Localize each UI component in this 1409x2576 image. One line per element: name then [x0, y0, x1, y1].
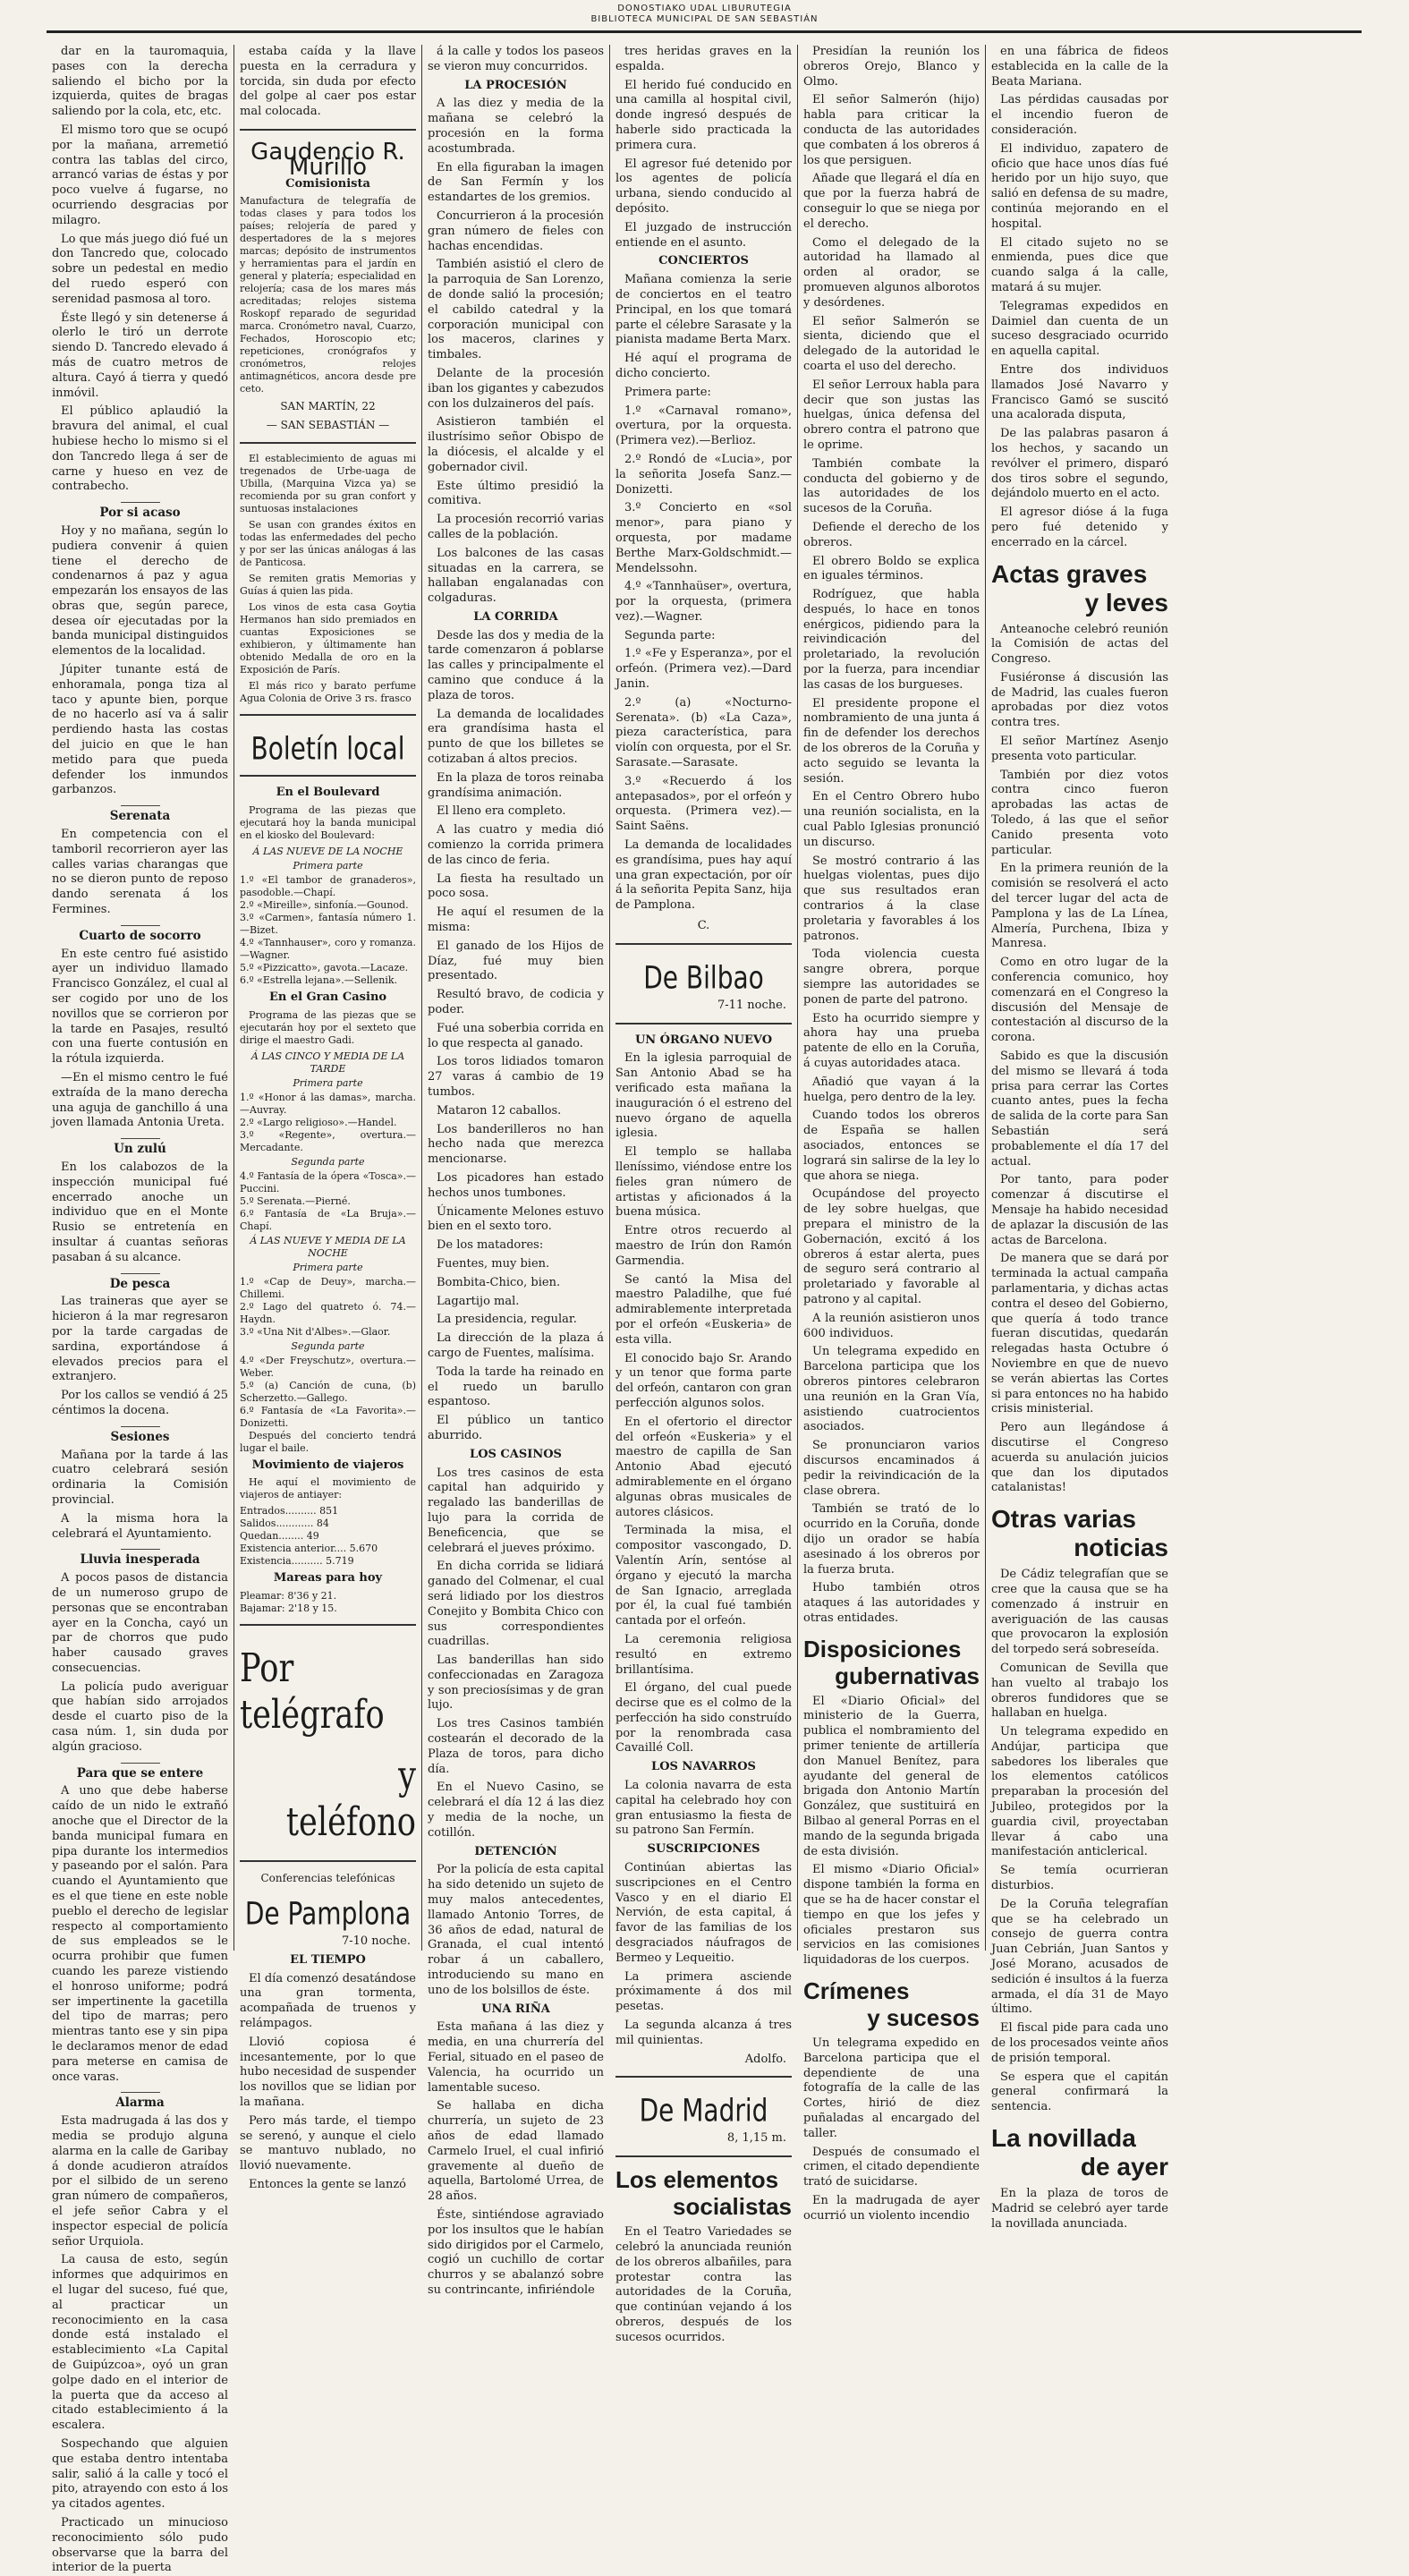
- paragraph: En este centro fué asistido ayer un individuo llamado Francisco González, el cual al ser cogido por uno de los novillos que se corrieron por la tarde en Pasajes, resultó con una fuerte contusión en la rótula izquierda.: [52, 947, 228, 1067]
- program-item: 6.º Fantasía de «La Bruja».—Chapí.: [240, 1207, 416, 1232]
- paragraph: Se hallaba en dicha churrería, un sujeto de 23 años de edad llamado Carmelo Iruel, el cual infirió gravemente al dueño de aquella, Bartolomé Urrea, de 28 años.: [428, 2099, 604, 2204]
- paragraph: El público un tantico aburrido.: [428, 1414, 604, 1442]
- paragraph: El público aplaudió la bravura del animal, el cual hubiese hecho lo mismo si el don Tancredo llega á ser de carne y hueso en vez de contrabecho.: [52, 404, 228, 494]
- subsection-heading: UNA RIÑA: [481, 2002, 550, 2016]
- city-heading: De Bilbao: [643, 958, 764, 996]
- headline: Actas graves y leves: [991, 559, 1168, 616]
- section-heading: Serenata: [52, 805, 228, 824]
- program-time: Á LAS NUEVE Y MEDIA DE LA NOCHE: [250, 1234, 406, 1259]
- paragraph: Ocupándose del proyecto de ley sobre huelgas, que prepara el ministro de la Gobernación, excitó á los obreros á estar alerta, pues de seguro será contrario al proletariado y favorable al patrono y al capital.: [803, 1187, 980, 1306]
- paragraph: El señor Salmerón (hijo) habla para criticar la conducta de las autoridades que combaten á los obreros á los que persiguen.: [803, 93, 980, 167]
- program-item: 2.º Lago del quatreto ó. 74.—Haydn.: [240, 1300, 416, 1325]
- paragraph: El día comenzó desatándose una gran tormenta, acompañada de truenos y relámpagos.: [240, 1971, 416, 2030]
- paragraph: De los matadores:: [437, 1238, 544, 1253]
- paragraph: 4.º «Tannhaüser», overtura, por la orquesta, (primera vez).—Wagner.: [615, 580, 792, 624]
- headline: Disposiciones gubernativas: [803, 1635, 980, 1689]
- paragraph: En dicha corrida se lidiará ganado del Colmenar, el cual será lidiado por los diestros Conejito y Bombita Chico con sus correspondientes cuadrillas.: [428, 1560, 604, 1649]
- program-item: 6.º «Estrella lejana».—Sellenik.: [240, 973, 398, 986]
- header-library-spanish: BIBLIOTECA MUNICIPAL DE SAN SEBASTIÁN: [590, 14, 819, 24]
- paragraph: La segunda alcanza á tres mil quinientas.: [615, 2019, 792, 2047]
- paragraph: Las traineras que ayer se hicieron á la mar regresaron por la tarde cargadas de sardina, exportándose á elevados precios para el extranjero.: [52, 1295, 228, 1384]
- paragraph: El agresor fué detenido por los agentes de policía urbana, siendo conducido al depósito.: [615, 157, 792, 216]
- paragraph: Entre dos individuos llamados José Navarro y Francisco Gamó se suscitó una acalorada disputa,: [991, 362, 1168, 422]
- newspaper-columns: [47, 45, 1362, 2575]
- paragraph: El señor Lerroux habla para decir que son justas las huelgas, única defensa del obrero contra el patrono que le oprime.: [803, 378, 980, 452]
- paragraph: Programa de las piezas que ejecutará hoy la banda municipal en el kiosko del Boulevard:: [240, 803, 416, 841]
- program-item: 4.º «Tannhauser», coro y romanza.—Wagner.: [240, 936, 416, 961]
- subsection-heading: UN ÓRGANO NUEVO: [634, 1033, 773, 1047]
- paragraph: Mataron 12 caballos.: [437, 1103, 562, 1118]
- paragraph: A la misma hora la celebrará el Ayuntamiento.: [52, 1511, 228, 1541]
- paragraph: El herido fué conducido en una camilla al hospital civil, donde ingresó después de haberle sido practicada la primera cura.: [615, 78, 792, 152]
- paragraph: Las banderillas han sido confeccionadas en Zaragoza y son preciosísimas y de gran lujo.: [428, 1654, 604, 1713]
- paragraph: Entonces la gente se lanzó: [249, 2177, 406, 2191]
- section-heading: De pesca: [52, 1273, 228, 1292]
- paragraph: El órgano, del cual puede decirse que es el colmo de la perfección ha sido construído por la renombrada casa Cavaillé Coll.: [615, 1681, 792, 1756]
- paragraph: El ganado de los Hijos de Díaz, fué muy bien presentado.: [428, 939, 604, 983]
- paragraph: Desde las dos y media de la tarde comenzaron á poblarse las calles y principalmente el camino que conduce á la plaza de toros.: [428, 628, 604, 702]
- paragraph: También por diez votos contra cinco fueron aprobadas las actas de Toledo, á las que el señor Canido presenta voto particular.: [991, 768, 1168, 857]
- paragraph: dar en la tauromaquia, pases con la derecha saliendo el bicho por la izquierda, quites de bragas saliendo por la cola, etc, etc.: [52, 45, 228, 119]
- signature: C.: [697, 919, 710, 933]
- subsection-heading: DETENCIÓN: [474, 1844, 557, 1858]
- travel-row: Existencia anterior.... 5.670: [240, 1543, 378, 1555]
- header-library-basque: DONOSTIAKO UDAL LIBURUTEGIA: [617, 4, 792, 13]
- tide-row: Pleamar: 8'36 y 21.: [240, 1590, 337, 1603]
- paragraph: Se mostró contrario á las huelgas violentas, pues dijo que sus resultados eran contrarios á la clase proletaria y favorables á los patronos.: [803, 854, 980, 943]
- paragraph: La ceremonia religiosa resultó en extremo brillantísima.: [615, 1632, 792, 1677]
- paragraph: El templo se hallaba lleníssimo, viéndose entre los fieles gran número de artistas y aficionados á la buena música.: [615, 1145, 792, 1220]
- paragraph: 3.º «Recuerdo á los antepasados», por el orfeón y orquesta. (Primera vez).—Saint Saëns.: [615, 774, 792, 834]
- paragraph: Lo que más juego dió fué un don Tancredo que, colocado sobre un pedestal en medio del ruedo esperó con serenidad pasmosa al toro.: [52, 232, 228, 306]
- paragraph: También se trató de lo ocurrido en la Coruña, donde dijo un orador se había asesinado á los obreros por la fuerza bruta.: [803, 1502, 980, 1577]
- paragraph: También asistió el clero de la parroquia de San Lorenzo, de donde salió la procesión; el cabildo catedral y la corporación municipal con los maceros, clarines y timbales.: [428, 258, 604, 362]
- subsection-heading: LA PROCESIÓN: [464, 78, 567, 92]
- telegraph-title-1: Por telégrafo: [240, 1645, 385, 1739]
- paragraph: Hubo también otros ataques á las autoridades y otras entidades.: [803, 1581, 980, 1625]
- paragraph: Fué una soberbia corrida en lo que respecta al ganado.: [428, 1021, 604, 1050]
- column-3: [422, 45, 610, 2297]
- paragraph: En los calabozos de la inspección municipal fué encerrado anoche un individuo que en el Monte Rusio se entretenía en insultar á cuantas señoras pasaban á su alcance.: [52, 1160, 228, 1264]
- program-item: 4.º «Der Freyschutz», overtura.—Weber.: [240, 1354, 416, 1379]
- paragraph: Un telegrama expedido en Barcelona participa que los obreros pintores celebraron una reunión en la Gran Vía, asistiendo cuatrocientos asociados.: [803, 1345, 980, 1434]
- paragraph: Concurrieron á la procesión gran número de fieles con hachas encendidas.: [428, 208, 604, 253]
- tide-row: Bajamar: 2'18 y 15.: [240, 1603, 337, 1615]
- paragraph: Como en otro lugar de la conferencia comunico, hoy comenzará en el Congreso la discusión del Mensaje de contestación al discurso de la corona.: [991, 956, 1168, 1045]
- paragraph: Presidían la reunión los obreros Orejo, Blanco y Olmo.: [803, 45, 980, 89]
- paragraph: Éste, sintiéndose agraviado por los insultos que le habían sido dirigidos por el Carmelo, cogió un cuchillo de cortar churros y se abalanzó sobre su contrincante, infiriéndole: [428, 2207, 604, 2297]
- paragraph: El presidente propone el nombramiento de una junta á fin de defender los derechos de los obreros de la Coruña y acto seguido se levanta la sesión.: [803, 696, 980, 786]
- paragraph: Sospechando que alguien que estaba dentro intentaba salir, salió á la calle y tocó el pito, atrayendo con esto á los ya citados agentes.: [52, 2436, 228, 2512]
- paragraph: Se espera que el capitán general confirmará la sentencia.: [991, 2070, 1168, 2114]
- paragraph: La presidencia, regular.: [437, 1313, 577, 1327]
- paragraph: Como el delegado de la autoridad ha llamado al orden al orador, se promueven algunos alborotos y desórdenes.: [803, 235, 980, 310]
- paragraph: Júpiter tunante está de enhoramala, ponga tiza al taco y apunte bien, porque de no hacerlo así va á salir perdiendo hasta las costas del juicio en que le han metido para que pueda defender los inmundos garbanzos.: [52, 663, 228, 797]
- paragraph: El individuo, zapatero de oficio que hace unos días fué herido por un hijo suyo, que salió en defensa de su madre, continúa mejorando en el hospital.: [991, 141, 1168, 231]
- headline: Crímenes y sucesos: [803, 1977, 980, 2032]
- program-item: 2.º «Mireille», sinfonía.—Gounod.: [240, 898, 409, 911]
- paragraph: Llovió copiosa é incesantemente, por lo que hubo necesidad de suspender los novillos que se lidian por la mañana.: [240, 2035, 416, 2109]
- paragraph: Cuando todos los obreros de España se hallen asociados, entonces se logrará sin salirse de la ley lo que ahora se niega.: [803, 1109, 980, 1183]
- paragraph: En el Teatro Variedades se celebró la anunciada reunión de los obreros albañiles, para protestar contra las autoridades de la Coruña, que continúan vejando á los obreros, después de los sucesos ocurridos.: [615, 2225, 792, 2344]
- paragraph: La colonia navarra de esta capital ha celebrado hoy con gran entusiasmo la fiesta de su patrono San Fermín.: [615, 1779, 792, 1838]
- subsection-heading: LA CORRIDA: [473, 609, 558, 624]
- subsection-heading: CONCIERTOS: [658, 254, 749, 268]
- paragraph: El «Diario Oficial» del ministerio de la Guerra, publica el nombramiento del primer teniente de artillería don Manuel Benítez, para ayudante del general de brigada don Antonio Martín González, que sustituirá en Bilbao al general Porras en el mando de la segunda brigada de esta división.: [803, 1694, 980, 1858]
- paragraph: La causa de esto, según informes que adquirimos en el lugar del suceso, fué que, al practicar un reconocimiento en la casa donde está instalado el establecimiento «La Capital de Guipúzcoa», oyó un gran golpe dado en el interior de la puerta que da acceso al citado establecimiento á la escalera.: [52, 2253, 228, 2433]
- paragraph: Hé aquí el programa de dicho concierto.: [615, 352, 792, 380]
- program-part: Segunda parte: [291, 1339, 365, 1352]
- paragraph: tres heridas graves en la espalda.: [615, 45, 792, 73]
- paragraph: Esta mañana á las diez y media, en una churrería del Ferial, situado en el paseo de Valencia, ha ocurrido un lamentable suceso.: [428, 2020, 604, 2095]
- paragraph: Éste llegó y sin detenerse á olerlo le tiró un derrote siendo D. Tancredo elevado á más de cuatro metros de altura. Cayó á tierra y quedó inmóvil.: [52, 310, 228, 400]
- paragraph: Primera parte:: [624, 385, 711, 399]
- headline: Los elementos socialistas: [615, 2166, 792, 2221]
- paragraph: Resultó bravo, de codicia y poder.: [428, 988, 604, 1017]
- paragraph: Pero más tarde, el tiempo se serenó, y aunque el cielo se mantuvo nublado, no llovió nuevamente.: [240, 2113, 416, 2173]
- paragraph: Telegramas expedidos en Daimiel dan cuenta de un suceso desgraciado ocurrido en aquella capital.: [991, 299, 1168, 359]
- program-item: 5.º «Pizzicatto», gavota.—Lacaze.: [240, 961, 409, 973]
- travel-row: Entrados.......... 851: [240, 1505, 339, 1518]
- paragraph: El obrero Boldo se explica en iguales términos.: [803, 554, 980, 583]
- program-part: Primera parte: [293, 1076, 363, 1089]
- paragraph: Entre otros recuerdo al maestro de Irún don Ramón Garmendia.: [615, 1224, 792, 1268]
- paragraph: Los tres casinos de esta capital han adquirido y regalado las banderillas de lujo para la corrida de Beneficencia, que se celebrará el jueves próximo.: [428, 1466, 604, 1555]
- column-1: [47, 45, 234, 2575]
- section-heading: Un zulú: [52, 1138, 228, 1157]
- paragraph: La policía pudo averiguar que habían sido arrojados desde el cuarto piso de la casa núm. 1, sin duda por algún gracioso.: [52, 1679, 228, 1754]
- paragraph: De manera que se dará por terminada la actual campaña parlamentaria, y dichas actas contra el deseo del Gobierno, que quería á todo trance fueran discutidas, quedarán relegadas hasta Octubre ó Noviembre en que de nuevo se verán abiertas las Cortes si para entonces no ha habido crisis ministerial.: [991, 1252, 1168, 1416]
- paragraph: He aquí el movimiento de viajeros de antiayer:: [240, 1476, 416, 1501]
- program-item: 4.º Fantasía de la ópera «Tosca».—Puccini.: [240, 1169, 416, 1194]
- boletin-local-title: Boletín local: [250, 729, 405, 767]
- ad-city: — SAN SEBASTIÁN —: [266, 419, 390, 432]
- paragraph: 2.º (a) «Nocturno-Serenata». (b) «La Caza», pieza característica, para violín con orquesta, por el Sr. Sarasate.—Sarasate.: [615, 695, 792, 770]
- paragraph: Se usan con grandes éxitos en todas las enfermedades del pecho y por ser las únicas análogas á las de Panticosa.: [240, 518, 416, 568]
- paragraph: En ella figuraban la imagen de San Fermín y los estandartes de los gremios.: [428, 160, 604, 205]
- paragraph: 3.º Concierto en «sol menor», para piano y orquesta, por madame Berthe Marx-Goldschmidt.—Mendelssohn.: [615, 501, 792, 575]
- paragraph: El agresor dióse á la fuga pero fué detenido y encerrado en la cárcel.: [991, 506, 1168, 549]
- city-heading: De Pamplona: [244, 1894, 412, 1932]
- header-rule: [47, 30, 1362, 33]
- paragraph: Anteanoche celebró reunión la Comisión de actas del Congreso.: [991, 622, 1168, 667]
- paragraph: Esta madrugada á las dos y media se produjo alguna alarma en la calle de Garibay á donde acudieron atraídos por el silbido de un sereno gran número de compañeros, el jefe señor Cabra y el inspector especial de policía señor Urquiola.: [52, 2114, 228, 2249]
- paragraph: De la Coruña telegrafían que se ha celebrado un consejo de guerra contra Juan Cebrián, Juan Santos y José Morano, acusados de sedición é insultos á la fuerza armada, el día 31 de Mayo último.: [991, 1897, 1168, 2017]
- paragraph: El mismo toro que se ocupó por la mañana, arremetió contra las tablas del circo, arrancó varias de éstas y por poco vuelve á fugarse, no ocurriendo desgracias por milagro.: [52, 123, 228, 227]
- paragraph: Se pronunciaron varios discursos encaminados á pedir la reivindicación de la clase obrera.: [803, 1439, 980, 1498]
- program-item: 3.º «Regente», overtura.—Mercadante.: [240, 1128, 416, 1153]
- program-part: Primera parte: [293, 859, 363, 871]
- ad-title: Gaudencio R. Murillo: [250, 138, 405, 181]
- column-6: [986, 45, 1174, 2231]
- paragraph: También combate la conducta del gobierno y de las autoridades de los sucesos de la Coruña.: [803, 456, 980, 516]
- paragraph: Continúan abiertas las suscripciones en el Centro Vasco y en el diario El Nervión, de esta capital, á favor de las familias de los desgraciados náufragos de Bermeo y Lequeitio.: [615, 1861, 792, 1965]
- paragraph: en una fábrica de fideos establecida en la calle de la Beata Mariana.: [991, 45, 1168, 89]
- paragraph: Este último presidió la comitiva.: [428, 479, 604, 508]
- paragraph: Bombita-Chico, bien.: [437, 1275, 561, 1289]
- paragraph: Los tres Casinos también costearán el decorado de la Plaza de toros, para dicho día.: [428, 1717, 604, 1776]
- paragraph: En la plaza de toros reinaba grandísima animación.: [428, 770, 604, 800]
- column-2: [234, 45, 422, 2191]
- paragraph: Mañana por la tarde á las cuatro celebrará sesión ordinaria la Comisión provincial.: [52, 1448, 228, 1507]
- paragraph: Asistieron también el ilustrísimo señor Obispo de la diócesis, el alcalde y el gobernador civil.: [428, 415, 604, 474]
- paragraph: Los vinos de esta casa Goytia Hermanos han sido premiados en cuantas Exposiciones se exhibieron, y últimamente han obtenido Medalla de oro en la Exposición de París.: [240, 600, 416, 676]
- paragraph: Añade que llegará el día en que por la fuerza habrá de conseguir lo que se niega por el derecho.: [803, 172, 980, 231]
- paragraph: El citado sujeto no se enmienda, pues dice que cuando salga á la calle, matará á su mujer.: [991, 235, 1168, 294]
- paragraph: Se temía ocurrieran disturbios.: [991, 1864, 1168, 1893]
- subsection-heading: EL TIEMPO: [290, 1952, 366, 1967]
- ad-subtitle: Comisionista: [285, 176, 370, 191]
- paragraph: Únicamente Melones estuvo bien en el sexto toro.: [428, 1204, 604, 1234]
- subsection-heading: En el Gran Casino: [268, 990, 387, 1004]
- paragraph: En la primera reunión de la comisión se resolverá el acto del tercer lugar del acta de Pamplona y las de La Línea, Almería, Purchena, Ibiza y Manresa.: [991, 862, 1168, 951]
- program-item: 1.º «Cap de Deuy», marcha.—Chillemi.: [240, 1275, 416, 1300]
- program-item: 3.º «Carmen», fantasía número 1.—Bizet.: [240, 911, 416, 936]
- ad-body: Manufactura de telegrafía de todas clases y para todos los países; relojería de pared y despertadores de la s mejores marcas; depósito de instrumentos y herramientas para el jardín en general y platería; especialidad en relojería; casa de los mares más acreditadas; relojes sistema Roskopf reparado de seguridad marca. Cronómetro naval, Cuarzo, Fechados, Horoscopio etc; repeticiones, cronógrafos y cronómetros, relojes antimagnéticos, ancora desde pre ceto.: [240, 195, 416, 395]
- city-heading: De Madrid: [639, 2092, 768, 2130]
- paragraph: Delante de la procesión iban los gigantes y cabezudos con los dulzaineros del país.: [428, 366, 604, 411]
- paragraph: Mañana comienza la serie de conciertos en el teatro Principal, en los que tomará parte el célebre Sarasate y la pianista madame Berta Marx.: [615, 273, 792, 347]
- paragraph: Un telegrama expedido en Andújar, participa que sabedores los liberales que los elementos católicos preparaban la procesión del Jubileo, protegidos por la guardia civil, proyectaban llevar á cabo una manifestación anticlerical.: [991, 1725, 1168, 1859]
- page-header: [0, 0, 1409, 39]
- column-4: [610, 45, 798, 2344]
- paragraph: Las pérdidas causadas por el incendio fueron de consideración.: [991, 93, 1168, 137]
- paragraph: Practicado un minucioso reconocimiento sólo pudo observarse que la barra del interior de la puerta: [52, 2515, 228, 2575]
- paragraph: En la plaza de toros de Madrid se celebró ayer tarde la novillada anunciada.: [991, 2187, 1168, 2231]
- paragraph: Los banderilleros no han hecho nada que merezca mencionarse.: [428, 1122, 604, 1167]
- program-item: 1.º «El tambor de granaderos», pasodoble.—Chapí.: [240, 873, 416, 898]
- paragraph: La demanda de localidades era grandísima hasta el punto de que los billetes se cotizaban á altos precios.: [428, 707, 604, 767]
- subsection-heading: Mareas para hoy: [273, 1571, 383, 1586]
- paragraph: Segunda parte:: [624, 628, 716, 642]
- section-heading: Para que se entere: [52, 1763, 228, 1781]
- subsection-heading: LOS CASINOS: [470, 1447, 562, 1461]
- section-heading: Lluvia inesperada: [52, 1549, 228, 1568]
- paragraph: Los picadores han estado hechos unos tumbones.: [428, 1170, 604, 1200]
- paragraph: 1.º «Carnaval romano», overtura, por la orquesta. (Primera vez).—Berlioz.: [615, 404, 792, 448]
- paragraph: Fusiéronse á discusión las de Madrid, las cuales fueron aprobadas por diez votos contra tres.: [991, 670, 1168, 730]
- program-item: 5.º Serenata.—Pierné.: [240, 1194, 351, 1207]
- dispatch-time: 7-11 noche.: [717, 998, 786, 1012]
- section-heading: Sesiones: [52, 1426, 228, 1445]
- program-item: 1.º «Honor á las damas», marcha.—Auvray.: [240, 1091, 416, 1116]
- program-item: 5.º (a) Canción de cuna, (b) Scherzetto.—Gallego.: [240, 1379, 416, 1404]
- paragraph: El juzgado de instrucción entiende en el asunto.: [615, 220, 792, 250]
- paragraph: De las palabras pasaron á los hechos, y sacando un revólver el primero, disparó dos tiros sobre el segundo, dejándolo muerto en el acto.: [991, 427, 1168, 501]
- section-heading: Por si acaso: [52, 502, 228, 521]
- dispatch-time: 7-10 noche.: [341, 1934, 411, 1948]
- paragraph: Terminada la misa, el compositor vascongado, D. Valentín Arín, sentóse al órgano y ejecutó la marcha de San Ignacio, arreglada por él, la cual fué también cantada por el orfeón.: [615, 1524, 792, 1628]
- paragraph: Se cantó la Misa del maestro Paladilhe, que fué admirablemente interpretada por el orfeón «Euskeria» de esta villa.: [615, 1272, 792, 1347]
- paragraph: El lleno era completo.: [437, 804, 566, 819]
- paragraph: En el Centro Obrero hubo una reunión socialista, en la cual Pablo Iglesias pronunció un discurso.: [803, 790, 980, 849]
- paragraph: La dirección de la plaza á cargo de Fuentes, malísima.: [428, 1331, 604, 1360]
- section-heading: Cuarto de socorro: [52, 925, 228, 944]
- paragraph: En el Nuevo Casino, se celebrará el día 12 á las diez y media de la noche, un cotillón.: [428, 1781, 604, 1840]
- paragraph: Sabido es que la discusión del mismo se llevará á toda prisa para cerrar las Cortes cuanto antes, pues la fecha de salida de la corte para San Sebastián será probablemente el día 17 del actual.: [991, 1050, 1168, 1169]
- paragraph: En la madrugada de ayer ocurrió un violento incendio: [803, 2194, 980, 2223]
- conferences-heading: Conferencias telefónicas: [260, 1872, 395, 1885]
- paragraph: El señor Salmerón se sienta, diciendo que el delegado de la autoridad le coarta el uso del derecho.: [803, 314, 980, 373]
- paragraph: A la reunión asistieron unos 600 individuos.: [803, 1311, 980, 1340]
- paragraph: Los toros lidiados tomaron 27 varas á cambio de 19 tumbos.: [428, 1055, 604, 1099]
- column-5: [798, 45, 986, 2223]
- paragraph: A las diez y media de la mañana se celebró la procesión en la forma acostumbrada.: [428, 97, 604, 156]
- paragraph: La procesión recorrió varias calles de la población.: [428, 513, 604, 541]
- signature: Adolfo.: [744, 2052, 786, 2066]
- paragraph: Por tanto, para poder comenzar á discutirse el Mensaje ha habido necesidad de aplazar la discusión de las actas de Barcelona.: [991, 1173, 1168, 1247]
- advertisement-murillo: [240, 129, 416, 444]
- headline: Otras varias noticias: [991, 1505, 1168, 1562]
- paragraph: —En el mismo centro le fué extraída de la mano derecha una aguja de ganchillo á una joven llamada Antonia Ureta.: [52, 1071, 228, 1130]
- paragraph: El fiscal pide para cada uno de los procesados veinte años de prisión temporal.: [991, 2021, 1168, 2065]
- paragraph: Fuentes, muy bien.: [437, 1256, 550, 1271]
- program-part: Primera parte: [293, 1261, 363, 1273]
- paragraph: 1.º «Fe y Esperanza», por el orfeón. (Primera vez).—Dard Janin.: [615, 647, 792, 692]
- paragraph: Toda la tarde ha reinado en el ruedo un barullo espantoso.: [428, 1365, 604, 1409]
- paragraph: A uno que debe haberse caído de un nido le extrañó anoche que el Director de la banda municipal fumara en pipa durante los intermedios y paseando por el salón. Para cuando el Ayuntamiento que es el que tiene en este noble pueblo el derecho de legislar respecto al comportamiento de sus empleados se le ocurra prohibir que fumen cuando les pareze vistiendo el honroso uniforme; podrá ser impertinente la gacetilla del tipo de marras; pero mientras tanto ese y sin pipa le declaramos menor de edad para meterse en camisa de once varas.: [52, 1784, 228, 2084]
- paragraph: Después de consumado el crimen, el citado dependiente trató de suicidarse.: [803, 2145, 980, 2189]
- section-heading: Alarma: [52, 2092, 228, 2111]
- paragraph: Los balcones de las casas situadas en la carrera, se hallaban engalanadas con colgaduras.: [428, 546, 604, 606]
- program-item: 2.º «Largo religioso».—Handel.: [240, 1116, 397, 1128]
- subsection-heading: Movimiento de viajeros: [251, 1458, 404, 1472]
- paragraph: estaba caída y la llave puesta en la cerradura y torcida, sin duda por efecto del golpe al caer pos estar mal colocada.: [240, 45, 416, 119]
- paragraph: En competencia con el tamboril recorrieron ayer las calles varias charangas que no se dieron punto de reposo dando serenata á los Fermines.: [52, 828, 228, 917]
- program-time: Á LAS NUEVE DE LA NOCHE: [252, 845, 403, 857]
- paragraph: A pocos pasos de distancia de un numeroso grupo de personas que se encontraban ayer en la Concha, cayó un par de chorros que pudo haber causado graves consecuencias.: [52, 1571, 228, 1675]
- subsection-heading: LOS NAVARROS: [651, 1760, 756, 1774]
- paragraph: Defiende el derecho de los obreros.: [803, 520, 980, 549]
- travel-row: Salidos............ 84: [240, 1518, 329, 1530]
- telegraph-title-2: y teléfono: [285, 1753, 416, 1846]
- paragraph: He aquí el resumen de la misma:: [428, 905, 604, 935]
- paragraph: á la calle y todos los paseos se vieron muy concurridos.: [428, 45, 604, 73]
- travel-row: Quedan........ 49: [240, 1530, 319, 1543]
- paragraph: Comunican de Sevilla que han vuelto al trabajo los obreros fundidores que se hallaban en huelga.: [991, 1661, 1168, 1721]
- paragraph: Rodríguez, que habla después, lo hace en tonos enérgicos, pidiendo para la reivindicación del proletariado, la revolución por la fuerza, para incendiar las casas de los burgueses.: [803, 588, 980, 692]
- paragraph: El mismo «Diario Oficial» dispone también la forma en que se ha de hacer constar el tiempo en que los jefes y oficiales prestaron sus servicios en las comisiones liquidadoras de los cuerpos.: [803, 1863, 980, 1968]
- paragraph: 2.º Rondó de «Lucia», por la señorita Josefa Sanz.—Donizetti.: [615, 452, 792, 497]
- travel-row: Existencia.......... 5.719: [240, 1555, 354, 1568]
- paragraph: Lagartijo mal.: [437, 1294, 520, 1308]
- paragraph: La fiesta ha resultado un poco sosa.: [428, 871, 604, 901]
- paragraph: A las cuatro y media dió comienzo la corrida primera de las cinco de feria.: [428, 823, 604, 867]
- subsection-heading: En el Boulevard: [276, 785, 380, 799]
- paragraph: El más rico y barato perfume Agua Colonia de Orive 3 rs. frasco: [240, 679, 416, 704]
- paragraph: Añadió que vayan á la huelga, pero dentro de la ley.: [803, 1075, 980, 1104]
- paragraph: Toda violencia cuesta sangre obrera, porque siempre las autoridades se ponen de parte del patrono.: [803, 948, 980, 1007]
- paragraph: Un telegrama expedido en Barcelona participa que el dependiente de una fotografía de la calle de las Cortes, hirió de diez puñaladas al encargado del taller.: [803, 2036, 980, 2140]
- headline: La novillada de ayer: [991, 2124, 1168, 2181]
- paragraph: Por la policía de esta capital ha sido detenido un sujeto de muy malos antecedentes, llamado Antonio Torres, de 36 años de edad, natural de Granada, el cual intentó robar á un caballero, introduciendo su mano en uno de los bolsillos de éste.: [428, 1863, 604, 1997]
- paragraph: El conocido bajo Sr. Arando y un tenor que forma parte del orfeón, cantaron con gran perfección algunos solos.: [615, 1351, 792, 1410]
- paragraph: Esto ha ocurrido siempre y ahora hay una prueba patente de ello en la Coruña, á cuyas autoridades ataca.: [803, 1011, 980, 1070]
- program-item: 6.º Fantasía de «La Favorita».—Donizetti.: [240, 1404, 416, 1429]
- paragraph: En el ofertorio el director del orfeón «Euskeria» y el maestro de capilla de San Antonio Abad ejecutó admirablemente en el órgano algunas obras musicales de autores clásicos.: [615, 1415, 792, 1519]
- paragraph: Después del concierto tendrá lugar el baile.: [240, 1429, 416, 1454]
- paragraph: Por los callos se vendió á 25 céntimos la docena.: [52, 1389, 228, 1417]
- program-part: Segunda parte: [291, 1155, 365, 1168]
- paragraph: Programa de las piezas que se ejecutarán hoy por el sexteto que dirige el maestro Gadi.: [240, 1008, 416, 1046]
- program-item: 3.º «Una Nit d'Albes».—Glaor.: [240, 1325, 391, 1338]
- paragraph: En la iglesia parroquial de San Antonio Abad se ha verificado esta mañana la inauguración ó el estreno del nuevo órgano de aquella iglesia.: [615, 1051, 792, 1141]
- program-time: Á LAS CINCO Y MEDIA DE LA TARDE: [250, 1050, 405, 1075]
- paragraph: Hoy y no mañana, según lo pudiera convenir á quien tiene el derecho de condenarnos á paz y agua empezarán los ensayos de las obras que, según parece, desea oír ejecutadas por la banda municipal distinguidos elementos de la localidad.: [52, 523, 228, 659]
- paragraph: La demanda de localidades es grandísima, pues hay aquí una gran expectación, por oír á la señorita Pepita Sanz, hija de Pamplona.: [615, 838, 792, 913]
- paragraph: De Cádiz telegrafían que se cree que la causa que se ha comenzado á instruir en averiguación de las causas que provocaron la explosión del torpedo será sobreseída.: [991, 1568, 1168, 1657]
- paragraph: El establecimiento de aguas mi tregenados de Urbe-uaga de Ubilla, (Marquina Vizca ya) se recomienda por su gran confort y suntuosas instalaciones: [240, 452, 416, 514]
- paragraph: Se remiten gratis Memorias y Guías á quien las pida.: [240, 572, 416, 597]
- dispatch-time: 8, 1,15 m.: [726, 2131, 786, 2146]
- subsection-heading: SUSCRIPCIONES: [647, 1842, 760, 1857]
- paragraph: Pero aun llegándose á discutirse el Congreso acuerda su anulación juicios que dan los diputados catalanistas!: [991, 1421, 1168, 1495]
- paragraph: El señor Martínez Asenjo presenta voto particular.: [991, 735, 1168, 763]
- paragraph: La primera asciende próximamente á dos mil pesetas.: [615, 1969, 792, 2014]
- ad-address: SAN MARTÍN, 22: [280, 400, 376, 413]
